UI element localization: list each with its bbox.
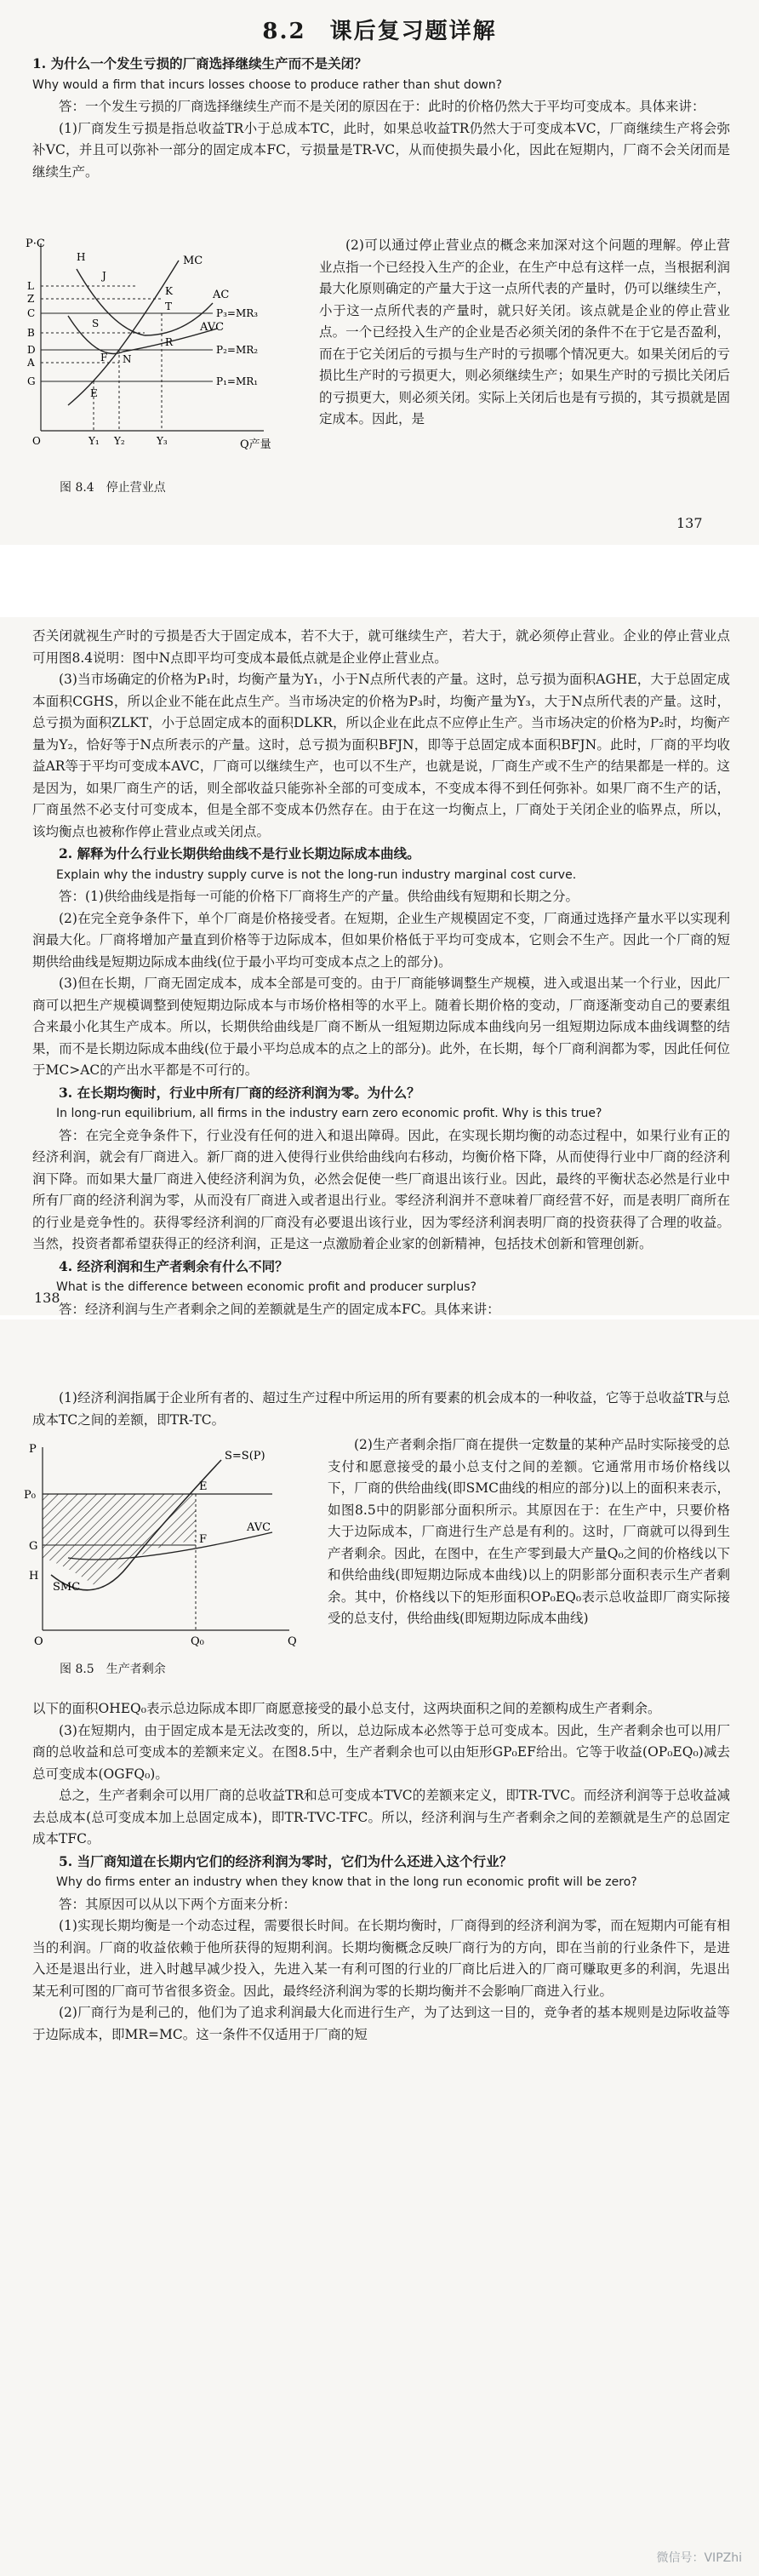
page-139-content: [32, 1698, 730, 2046]
page-gap: [0, 545, 759, 617]
letter-F: F: [199, 1533, 208, 1546]
question-1: [32, 53, 730, 183]
letter-S: S: [92, 318, 100, 329]
price-label-p2: P₂=MR₂: [216, 344, 259, 356]
letter-C: C: [27, 307, 36, 319]
figure-8-4-stop-operating-point: [17, 235, 306, 456]
answer-4-para3-cont: 以下的面积OHEQ₀表示总边际成本即厂商愿意接受的最小总支付，这两块面积之间的差额构成生产者剩余。: [32, 1701, 661, 1716]
page-139: [0, 1319, 759, 2576]
tick-y3: Y₃: [157, 435, 168, 447]
price-label-p1: P₁=MR₁: [216, 375, 259, 387]
price-label-p3: P₃=MR₃: [216, 307, 259, 319]
y-axis-label: P: [29, 1443, 37, 1456]
question-4-cn: 4. 经济利润和生产者剩余有什么不同？: [59, 1257, 288, 1274]
answer-4-para2-block: [32, 1388, 730, 1431]
figure-8-5-caption: 图 8.5 生产者剩余: [60, 1663, 166, 1676]
x-axis-label: Q: [288, 1635, 297, 1648]
answer-4-para5: 总之，生产者剩余可以用厂商的总收益TR和总可变成本TVC的差额来定义，即TR-TVC。而经济利润等于总收益减去总成本(总可变成本加上总固定成本)，即TR-TVC-TFC。所以，经济利润与生产者剩余之间的差额就是生产的总固定成本TFC。: [32, 1788, 730, 1846]
letter-H: H: [29, 1570, 39, 1583]
question-4-en: What is the difference between economic profit and producer surplus?: [56, 1280, 477, 1294]
origin-label: O: [34, 1635, 43, 1648]
letter-J: J: [102, 270, 106, 282]
smc-label: SMC: [53, 1581, 81, 1594]
letter-K: K: [165, 285, 173, 297]
supply-label: S=S(P): [225, 1450, 265, 1463]
question-1-cn: 1. 为什么一个发生亏损的厂商选择继续生产而不是关闭？: [32, 55, 368, 72]
answer-1-para2-cont: 否关闭就视生产时的亏损是否大于固定成本，若不大于，就可继续生产，若大于，就必须停止营业。企业的停止营业点可用图8.4说明：图中N点即平均可变成本最低点就是企业停止营业点。: [32, 628, 730, 666]
answer-5-para2: (1)实现长期均衡是一个动态过程，需要很长时间。在长期均衡时，厂商得到的经济利润为零，而在短期内可能有相当的利润。厂商的收益依赖于他所获得的短期利润。长期均衡概念反映厂商行为的方向，即在当前的行业条件下，是进入还是退出行业，进入时越早减少投入，先进入某一有利可图的行业的厂商比后进入的厂商可赚取更多的利润，先退出某无利可图的厂商可节省很多资金。因此，最终经济利润为零的长期均衡并不会影响厂商进入行业。: [32, 1918, 730, 1999]
question-1-en: Why would a firm that incurs losses choose to produce rather than shut down?: [32, 77, 503, 92]
answer-4-para3: (2)生产者剩余指厂商在提供一定数量的某种产品时实际接受的总支付和愿意接受的最小总支付之间的差额。它通常用市场价格线以下，厂商的供给曲线(即SMC曲线的相应的部分)以上的面积来表示，如图8.5中的阴影部分面积所示。其原因在于：在生产中，只要价格大于边际成本，厂商进行生产总是有利的。这时，厂商就可以得到生产者剩余。因此，在图中，在生产零到最大产量Q₀之间的价格线以下和供给曲线(即短期边际成本曲线)以上的阴影部分面积表示生产者剩余。其中，价格线以下的矩形面积OP₀EQ₀表示总收益即厂商实际接受的总支付，供给曲线(即短期边际成本曲线): [328, 1437, 730, 1626]
letter-E: E: [90, 387, 98, 399]
page-number-138: 138: [34, 1290, 60, 1306]
answer-5-para3: (2)厂商行为是利己的，他们为了追求利润最大化而进行生产，为了达到这一目的，竞争者的基本规则是边际收益等于边际成本，即MR=MC。这一条件不仅适用于厂商的短: [32, 2005, 730, 2042]
answer-4-para4: (3)在短期内，由于固定成本是无法改变的，所以，总边际成本必然等于总可变成本。因此，生产者剩余也可以用厂商的总收益和总可变成本的差额来定义。在图8.5中，生产者剩余也可以由矩形GP₀EF给出。它等于收益(OP₀EQ₀)减去总可变成本(OGFQ₀)。: [32, 1722, 730, 1782]
page-138: [0, 617, 759, 1315]
letter-E: E: [199, 1480, 208, 1493]
question-2-en: Explain why the industry supply curve is not the long-run industry marginal cost curve.: [56, 867, 577, 882]
tick-y2: Y₂: [114, 435, 125, 447]
question-3-cn: 3. 在长期均衡时，行业中所有厂商的经济利润为零。为什么？: [59, 1084, 420, 1101]
mc-label: MC: [183, 255, 203, 267]
letter-N: N: [123, 353, 132, 365]
ac-label: AC: [213, 289, 230, 301]
question-2-cn: 2. 解释为什么行业长期供给曲线不是行业长期边际成本曲线。: [59, 845, 420, 862]
answer-1-para2-right: [319, 235, 730, 431]
y-axis-label: P·C: [26, 238, 45, 250]
answer-3-para1: 答：在完全竞争条件下，行业没有任何的进入和退出障碍。因此，在实现长期均衡的动态过程中，如果行业有正的经济利润，就会有厂商进入。新厂商的进入使得行业供给曲线向右移动，均衡价格下降，从而使得行业中厂商的经济利润下降。而如果大量厂商进入使经济利润为负，必然会促使一些厂商退出该行业。因此，最终的平衡状态必然是行业中所有厂商的经济利润为零，从而没有厂商进入或者退出行业。零经济利润并不意味着厂商经营不好，而是表明厂商所在的行业是竞争性的。获得零经济利润的厂商没有必要退出该行业，因为零经济利润表明厂商的投资获得了合理的收益。当然，投资者都希望获得正的经济利润，正是这一点激励着企业家的创新精神，包括技术创新和管理创新。: [32, 1127, 730, 1251]
answer-1-intro: 答：一个发生亏损的厂商选择继续生产而不是关闭的原因在于：此时的价格仍然大于平均可变成本。具体来讲：: [59, 99, 705, 114]
letter-G: G: [29, 1540, 38, 1553]
answer-4-para2: (1)经济利润指属于企业所有者的、超过生产过程中所运用的所有要素的机会成本的一种收益，它等于总收益TR与总成本TC之间的差额，即TR-TC。: [32, 1390, 730, 1428]
answer-1-para2: (2)可以通过停止营业点的概念来加深对这个问题的理解。停止营业点指一个已经投入生产的企业，在生产中总有这样一点，当根据利润最大化原则确定的产量大于这一点所代表的产量时，仍可以继续生产，小于这一点所代表的产量时，就只好关闭。该点就是企业的停止营业点。一个已经投入生产的企业是否必须关闭的条件不在于它是否盈利，而在于它关闭后的亏损与生产时的亏损哪个情况更大。如果关闭后的亏损比生产时的亏损更大，则必须继续生产；如果生产时的亏损比关闭后的亏损更大，则必须关闭。实际上关闭后也是有亏损的，其亏损就是固定成本。因此，是: [319, 238, 730, 426]
section-title: 8.2 课后复习题详解: [262, 19, 497, 44]
answer-2-para2: (2)在完全竞争条件下，单个厂商是价格接受者。在短期，企业生产规模固定不变，厂商通过选择产量水平以实现利润最大化。厂商将增加产量直到价格等于边际成本，但如果价格低于平均可变成本，它则会不生产。因此一个厂商的短期供给曲线是短期边际成本曲线(位于最小平均可变成本点之上的部分)。: [32, 910, 730, 970]
answer-2-para1: 答：(1)供给曲线是指每一可能的价格下厂商将生产的产量。供给曲线有短期和长期之分。: [59, 889, 579, 904]
letter-R: R: [165, 336, 174, 348]
letter-A: A: [27, 357, 35, 369]
page-138-content: [32, 626, 730, 1320]
question-3-en: In long-run equilibrium, all firms in the industry earn zero economic profit. Why is this true?: [56, 1107, 602, 1120]
avc-label: AVC: [247, 1521, 271, 1534]
letter-D: D: [27, 344, 36, 356]
letter-T: T: [165, 301, 173, 312]
avc-label: AVC: [200, 321, 225, 334]
origin-label: O: [32, 435, 41, 447]
question-5-cn: 5. 当厂商知道在长期内它们的经济利润为零时，它们为什么还进入这个行业？: [59, 1852, 513, 1869]
letter-P0: P₀: [24, 1489, 36, 1502]
answer-1-para3: (3)当市场确定的价格为P₁时，均衡产量为Y₁，小于N点所代表的产量。这时，总亏损为面积AGHE，大于总固定成本面积CGHS，所以企业不能在此点生产。当市场决定的价格为P₃时，均衡产量为Y₃，大于N点所代表的产量。这时，总亏损为面积ZLKT，小于总固定成本的面积DLKR，所以企业在此点不应停止生产。当市场决定的价格为P₂时，均衡产量为Y₂，恰好等于N点所表示的产量。这时，总亏损为面积BFJN，即等于总固定成本面积BFJN。此时，厂商的平均收益AR等于平均可变成本AVC，厂商可以继续生产，也可以不生产，也就是说，厂商生产或不生产的结果都是一样的。这是因为，如果厂商生产的话，则全部收益只能弥补全部的可变成本，不变成本得不到任何弥补。如果厂商不生产的话，厂商虽然不必支付可变成本，但是全部不变成本仍然存在。由于在这一均衡点上，厂商处于关闭企业的临界点，所以，该均衡点也被称作停止营业点或关闭点。: [32, 672, 730, 839]
letter-F: F: [100, 352, 108, 364]
answer-4-para3-right: [328, 1434, 730, 1630]
page-137: [0, 0, 759, 545]
letter-H: H: [77, 251, 86, 263]
letter-L: L: [27, 280, 34, 292]
letter-Q0: Q₀: [191, 1635, 204, 1648]
wechat-watermark: 微信号：VIPZhi: [656, 2551, 742, 2565]
answer-2-para3: (3)但在长期，厂商无固定成本，成本全部是可变的。由于厂商能够调整生产规模，进入或退出某一个行业，因此厂商可以把生产规模调整到使短期边际成本与市场价格相等的水平上。随着长期价格的变动，厂商逐渐变动自己的要素组合来最小化其生产成本。所以，长期供给曲线是厂商不断从一组短期边际成本曲线向另一组短期边际成本曲线调整的结果，而不是长期边际成本曲线(位于最小平均总成本的点之上的部分)。此外，在长期，每个厂商利润都为零，因此任何位于MC>AC的产出水平都是不可行的。: [32, 976, 730, 1078]
x-axis-label: Q产量: [240, 438, 271, 451]
figure-8-4-caption: 图 8.4 停止营业点: [60, 481, 166, 495]
tick-y1: Y₁: [88, 435, 100, 447]
page-number-137: 137: [676, 515, 703, 531]
letter-Z: Z: [27, 293, 35, 305]
figure-8-5-producer-surplus: [17, 1439, 315, 1652]
answer-1-para1: (1)厂商发生亏损是指总收益TR小于总成本TC，此时，如果总收益TR仍然大于可变成本VC，厂商继续生产将会弥补VC，并且可以弥补一部分的固定成本FC，亏损量是TR-VC，从而使损失最小化，因此在短期内，厂商不会关闭而是继续生产。: [32, 120, 730, 180]
letter-G: G: [27, 375, 36, 387]
question-5-en: Why do firms enter an industry when they know that in the long run economic profit will be zero?: [56, 1875, 637, 1889]
producer-surplus-area: [43, 1494, 196, 1588]
letter-B: B: [27, 327, 35, 339]
answer-5-para1: 答：其原因可以从以下两个方面来分析：: [59, 1896, 297, 1912]
answer-4-para1: 答：经济利润与生产者剩余之间的差额就是生产的固定成本FC。具体来讲：: [59, 1301, 500, 1317]
